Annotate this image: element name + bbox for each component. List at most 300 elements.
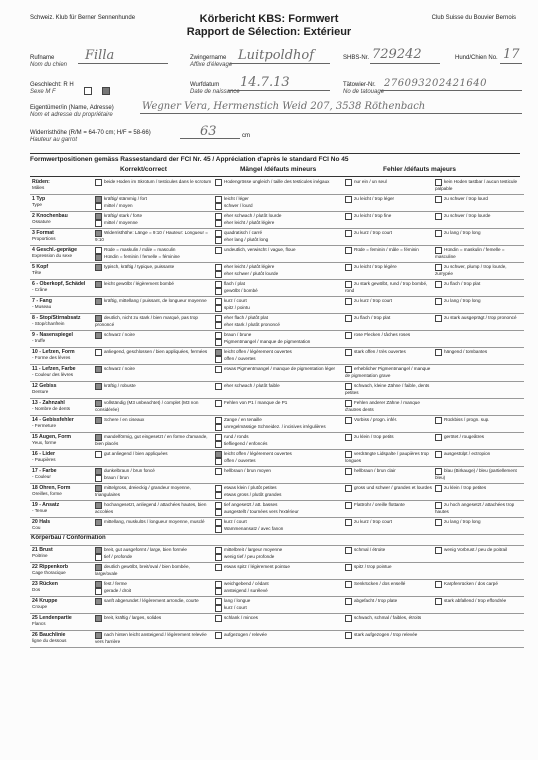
cell-c1: [94, 314, 214, 331]
checkbox[interactable]: [345, 564, 352, 571]
checkbox[interactable]: [215, 526, 222, 533]
checkbox[interactable]: [345, 281, 352, 288]
checkbox[interactable]: [215, 305, 222, 312]
row-title: 23 Rücken: [32, 581, 58, 587]
option-text: schlank / minces: [224, 615, 258, 620]
checkbox[interactable]: [95, 451, 102, 458]
checkbox[interactable]: [215, 339, 222, 346]
section-title: Formwertpositionen gemäss Rassestandard der FCI Nr. 45 / Appréciation d'après le standard FCI No 45: [30, 156, 349, 163]
checkbox[interactable]: [215, 519, 222, 526]
checkbox[interactable]: [435, 213, 442, 220]
option-text: breit, kräftig / larges, solides: [104, 615, 162, 620]
cell-c3: [344, 314, 434, 331]
checkbox[interactable]: [95, 254, 102, 261]
checkbox[interactable]: [345, 547, 352, 554]
checkbox[interactable]: [345, 598, 352, 605]
cell-c1: [94, 501, 214, 518]
zwingername-value[interactable]: Luitpoldhof: [238, 48, 315, 63]
checkbox[interactable]: [435, 519, 442, 526]
option-text: breit, gut ausgeformt / large, bien formée: [104, 547, 187, 552]
option-text: nur ein / un seul: [354, 179, 387, 184]
checkbox[interactable]: [215, 400, 222, 407]
cell-c3: [344, 467, 434, 484]
cell-c2: [214, 178, 344, 195]
cell-c3: [344, 450, 434, 467]
checkbox[interactable]: [215, 547, 222, 554]
checkbox[interactable]: [435, 247, 442, 254]
row-title: 12 Gebiss: [32, 383, 57, 389]
table-row: [30, 348, 524, 365]
checkbox[interactable]: [215, 588, 222, 595]
cell-c3: [344, 501, 434, 518]
checkbox[interactable]: [215, 502, 222, 509]
option-text: deutlich gewölbt, breit/oval / bien bombée, large/ovale: [95, 564, 190, 576]
checkbox[interactable]: [95, 203, 102, 210]
taetowier-value[interactable]: 276093202421640: [384, 78, 487, 89]
checkbox[interactable]: [95, 213, 102, 220]
checkbox[interactable]: [345, 485, 352, 492]
shbs-value[interactable]: 729242: [372, 47, 422, 62]
checkbox[interactable]: [95, 598, 102, 605]
checkbox[interactable]: [215, 492, 222, 499]
checkbox[interactable]: [435, 547, 442, 554]
cell-c4: [434, 563, 524, 580]
checkbox[interactable]: [95, 298, 102, 305]
checkbox[interactable]: [215, 213, 222, 220]
cell-c3: [344, 382, 434, 399]
cell-c4: [434, 614, 524, 631]
checkbox[interactable]: [345, 196, 352, 203]
row-title: 7 - Fang: [32, 298, 52, 304]
row-label: [30, 297, 94, 314]
hund-line: [500, 63, 522, 64]
checkbox[interactable]: [435, 281, 442, 288]
cell-c1: [94, 280, 214, 297]
checkbox[interactable]: [345, 615, 352, 622]
checkbox[interactable]: [215, 288, 222, 295]
cell-c1: [94, 382, 214, 399]
option-text: etwas Pigmentmangel / manque de pigmentation léger: [224, 366, 336, 371]
checkbox[interactable]: [345, 451, 352, 458]
option-text: Schere / en ciseaux: [104, 417, 145, 422]
row-subtitle: Croupe: [32, 604, 48, 610]
table-row: [30, 597, 524, 614]
table-row: [30, 280, 524, 297]
row-title: 21 Brust: [32, 547, 53, 553]
checkbox[interactable]: [95, 230, 102, 237]
checkbox[interactable]: [435, 179, 442, 186]
checkbox[interactable]: [95, 281, 102, 288]
checkbox[interactable]: [215, 424, 222, 431]
checkbox[interactable]: [345, 468, 352, 475]
option-text: weichgebend / cédant: [224, 581, 269, 586]
row-subtitle: Flancs: [32, 621, 46, 627]
option-text: leicht gewölbt / légèrement bombé: [104, 281, 174, 286]
wurfdatum-value[interactable]: 14.7.13: [240, 75, 290, 90]
row-label: [30, 467, 94, 484]
option-text: undeutlich, verwischt / vague, floue: [224, 247, 296, 252]
checkbox[interactable]: [95, 220, 102, 227]
row-label: [30, 580, 94, 597]
cell-c3: [344, 433, 434, 450]
checkbox[interactable]: [345, 213, 352, 220]
option-text: zu leicht / trop fine: [354, 213, 392, 218]
checkbox[interactable]: [215, 220, 222, 227]
option-text: mittellang, muskulös / longueur moyenne, musclé: [104, 519, 205, 524]
checkbox[interactable]: [215, 451, 222, 458]
option-text: hellbraun / brun moyen: [224, 468, 271, 473]
checkbox[interactable]: [215, 237, 222, 244]
checkbox[interactable]: [95, 502, 102, 509]
checkbox[interactable]: [215, 509, 222, 516]
sex-female-checkbox[interactable]: [102, 87, 110, 95]
row-label: [30, 518, 94, 535]
checkbox[interactable]: [95, 434, 102, 441]
checkbox[interactable]: [215, 554, 222, 561]
cell-c4: [434, 195, 524, 212]
cell-c2: [214, 399, 344, 416]
option-text: zu lang / trop long: [444, 519, 481, 524]
option-text: flach / plat: [224, 281, 245, 286]
option-text: typisch, kräftig / typique, puissante: [104, 264, 175, 269]
cell-c3: [344, 614, 434, 631]
cell-c4: [434, 399, 524, 416]
table-row: [30, 546, 524, 563]
sex-male-checkbox[interactable]: [84, 87, 92, 95]
checkbox[interactable]: [215, 598, 222, 605]
row-subtitle: - Nombre de dents: [32, 406, 71, 412]
checkbox[interactable]: [215, 203, 222, 210]
checkbox[interactable]: [215, 332, 222, 339]
table-row: [30, 365, 524, 382]
checkbox[interactable]: [95, 349, 102, 356]
row-subtitle: - Fermeture: [32, 423, 56, 429]
row-subtitle: - Tenue: [32, 508, 48, 514]
checkbox[interactable]: [215, 632, 222, 639]
row-label: [30, 382, 94, 399]
table-row: [30, 246, 524, 263]
option-text: kurz / court: [224, 298, 247, 303]
option-text: kein Hoden tastbar / aucun testicule palpable: [435, 179, 518, 191]
checkbox[interactable]: [215, 281, 222, 288]
cell-c4: [434, 546, 524, 563]
hund-value[interactable]: 17: [503, 47, 520, 62]
cell-c4: [434, 314, 524, 331]
option-text: kräftig/ stämmig / fort: [104, 196, 147, 201]
checkbox[interactable]: [435, 196, 442, 203]
cell-c2: [214, 195, 344, 212]
cell-c1: [94, 263, 214, 280]
checkbox[interactable]: [345, 247, 352, 254]
row-label: [30, 631, 94, 648]
checkbox[interactable]: [95, 485, 102, 492]
cell-c1: [94, 229, 214, 246]
option-text: eher schwach / plutôt lourde: [224, 213, 282, 218]
checkbox[interactable]: [435, 502, 442, 509]
row-subtitle: Yeux, forme: [32, 440, 57, 446]
cell-c1: [94, 467, 214, 484]
checkbox[interactable]: [215, 349, 222, 356]
table-row: [30, 212, 524, 229]
section-row: [30, 535, 524, 546]
option-text: leicht offen / légèrement ouvertes: [224, 349, 292, 354]
checkbox[interactable]: [435, 349, 442, 356]
checkbox[interactable]: [215, 485, 222, 492]
option-text: zu kurz / trop court: [354, 230, 393, 235]
row-title: 20 Hals: [32, 519, 51, 525]
option-text: tiefliegend / enfoncés: [224, 441, 268, 446]
cell-c3: [344, 416, 434, 433]
cell-c3: [344, 597, 434, 614]
checkbox[interactable]: [215, 315, 222, 322]
option-text: offen / ouvertes: [224, 458, 256, 463]
option-text: vollständig (M3 unbeachtet) / complet (M3 non considérée): [95, 400, 199, 412]
checkbox[interactable]: [345, 434, 352, 441]
section-rule-top: [30, 153, 520, 154]
checkbox[interactable]: [215, 298, 222, 305]
checkbox[interactable]: [95, 179, 102, 186]
checkbox[interactable]: [215, 264, 222, 271]
checkbox[interactable]: [435, 264, 442, 271]
checkbox[interactable]: [95, 519, 102, 526]
checkbox[interactable]: [215, 417, 222, 424]
cell-c1: [94, 331, 214, 348]
checkbox[interactable]: [215, 271, 222, 278]
option-text: Hündin = feminin / femelle = féminine: [104, 254, 180, 259]
checkbox[interactable]: [215, 434, 222, 441]
option-text: stark aufgezogen / trop relevée: [354, 632, 418, 637]
checkbox[interactable]: [95, 247, 102, 254]
row-subtitle: - truffe: [32, 338, 46, 344]
checkbox[interactable]: [215, 441, 222, 448]
checkbox[interactable]: [215, 230, 222, 237]
option-text: deutlich, nicht zu stark / bien marqué, pas trop prononcé: [95, 315, 198, 327]
eigentuemer-value[interactable]: Wegner Vera, Hermenstich Weid 207, 3538 Röthenbach: [142, 101, 426, 112]
table-row: [30, 614, 524, 631]
table-row: [30, 450, 524, 467]
cell-c2: [214, 433, 344, 450]
checkbox[interactable]: [95, 366, 102, 373]
checkbox[interactable]: [95, 554, 102, 561]
checkbox[interactable]: [435, 451, 442, 458]
checkbox[interactable]: [215, 247, 222, 254]
table-row: [30, 178, 524, 195]
checkbox[interactable]: [435, 417, 442, 424]
checkbox[interactable]: [345, 400, 352, 407]
checkbox[interactable]: [215, 383, 222, 390]
cell-c4: [434, 331, 524, 348]
table-row: [30, 563, 524, 580]
option-text: Fehlen anderer Zähne / manque d'autres dents: [345, 400, 420, 412]
option-text: Pigmentmangel / manque de pigmentation: [224, 339, 311, 344]
checkbox[interactable]: [95, 615, 102, 622]
row-subtitle: Proportions: [32, 236, 56, 242]
checkbox[interactable]: [345, 383, 352, 390]
checkbox[interactable]: [435, 468, 442, 475]
checkbox[interactable]: [215, 468, 222, 475]
row-label: [30, 614, 94, 631]
checkbox[interactable]: [215, 615, 222, 622]
option-text: anliegend, geschlossen / bien appliquées, fermées: [104, 349, 208, 354]
checkbox[interactable]: [345, 315, 352, 322]
option-text: zu leicht / trop léger: [354, 196, 395, 201]
checkbox[interactable]: [95, 332, 102, 339]
rufname-value[interactable]: Filla: [85, 48, 115, 63]
checkbox[interactable]: [215, 564, 222, 571]
checkbox[interactable]: [345, 349, 352, 356]
cell-c4: [434, 450, 524, 467]
cell-c2: [214, 614, 344, 631]
option-text: spitz / trop pointue: [354, 564, 392, 569]
checkbox[interactable]: [215, 179, 222, 186]
club-name-fr: Club Suisse du Bouvier Bernois: [431, 15, 516, 21]
table-row: [30, 382, 524, 399]
checkbox[interactable]: [95, 581, 102, 588]
checkbox[interactable]: [435, 485, 442, 492]
checkbox[interactable]: [435, 298, 442, 305]
row-title: 13 - Zahnzahl: [32, 400, 65, 406]
checkbox[interactable]: [215, 356, 222, 363]
checkbox[interactable]: [95, 632, 102, 639]
cell-c3: [344, 484, 434, 501]
row-label: [30, 433, 94, 450]
checkbox[interactable]: [215, 458, 222, 465]
row-label: [30, 348, 94, 365]
checkbox[interactable]: [95, 547, 102, 554]
row-subtitle: - Stop/chanfrein: [32, 321, 65, 327]
option-text: ansteigend / surélevé: [224, 588, 268, 593]
option-text: Hodengrösse ungleich / taille des testicules inégaux: [224, 179, 330, 184]
option-text: gerötet / rougeâtres: [444, 434, 485, 439]
table-row: [30, 467, 524, 484]
checkbox[interactable]: [345, 581, 352, 588]
row-subtitle: ligne du dessous: [32, 638, 67, 644]
checkbox[interactable]: [435, 581, 442, 588]
row-subtitle: Ossature: [32, 219, 51, 225]
cell-c1: [94, 597, 214, 614]
option-text: rund / ronds: [224, 434, 249, 439]
checkbox[interactable]: [345, 264, 352, 271]
cell-c3: [344, 348, 434, 365]
cell-c2: [214, 631, 344, 648]
row-subtitle: - Couleur des lèvres: [32, 372, 74, 378]
checkbox[interactable]: [95, 417, 102, 424]
option-text: eher schwer / plutôt lourde: [224, 271, 279, 276]
cell-c1: [94, 433, 214, 450]
row-title: 25 Lendenpartie: [32, 615, 72, 621]
checkbox[interactable]: [95, 315, 102, 322]
checkbox[interactable]: [215, 366, 222, 373]
checkbox[interactable]: [215, 322, 222, 329]
option-text: braun / brune: [224, 332, 252, 337]
checkbox[interactable]: [95, 400, 102, 407]
checkbox[interactable]: [215, 581, 222, 588]
checkbox[interactable]: [95, 468, 102, 475]
checkbox[interactable]: [345, 502, 352, 509]
checkbox[interactable]: [95, 196, 102, 203]
option-text: Wammenansatz / avec fanon: [224, 526, 284, 531]
row-title: 3 Format: [32, 230, 54, 236]
taetowier-line: [380, 90, 522, 91]
checkbox[interactable]: [345, 366, 352, 373]
option-text: zu lang / trop long: [444, 230, 481, 235]
cell-c2: [214, 365, 344, 382]
checkbox[interactable]: [95, 383, 102, 390]
checkbox[interactable]: [95, 564, 102, 571]
checkbox[interactable]: [435, 434, 442, 441]
option-text: kurz / court: [224, 519, 247, 524]
checkbox[interactable]: [345, 332, 352, 339]
section-rule-bottom: [30, 176, 520, 177]
checkbox[interactable]: [95, 588, 102, 595]
cell-c3: [344, 246, 434, 263]
cell-c4: [434, 382, 524, 399]
body-section-title: Körperbau / Conformation: [30, 535, 524, 546]
option-text: zu kurz / trop court: [354, 519, 393, 524]
option-text: abgefacht / trop plate: [354, 598, 398, 603]
widerrist-label: Widerristhöhe (R/M = 64-70 cm; H/F = 58-66) Hauteur au garrot: [30, 130, 151, 143]
cell-c1: [94, 450, 214, 467]
cell-c4: [434, 365, 524, 382]
cell-c3: [344, 518, 434, 535]
option-text: tief angesetzt / att. basses: [224, 502, 278, 507]
table-row: [30, 580, 524, 597]
checkbox[interactable]: [435, 315, 442, 322]
cell-c4: [434, 263, 524, 280]
cell-c3: [344, 365, 434, 382]
cell-c2: [214, 331, 344, 348]
row-title: 22 Rippenkorb: [32, 564, 69, 570]
cell-c2: [214, 501, 344, 518]
table-row: [30, 484, 524, 501]
checkbox[interactable]: [215, 196, 222, 203]
checkbox[interactable]: [95, 475, 102, 482]
checkbox[interactable]: [345, 179, 352, 186]
table-row: [30, 501, 524, 518]
row-subtitle: Tête: [32, 270, 42, 276]
checkbox[interactable]: [435, 598, 442, 605]
option-text: Zange / en tenaille: [224, 417, 262, 422]
checkbox[interactable]: [215, 605, 222, 612]
checkbox[interactable]: [435, 230, 442, 237]
checkbox[interactable]: [345, 417, 352, 424]
checkbox[interactable]: [345, 298, 352, 305]
row-title: 8 - Stop/Stirnabsatz: [32, 315, 81, 321]
shbs-label: SHBS-Nr.: [343, 55, 370, 61]
option-text: fest / ferme: [104, 581, 127, 586]
row-title: 1 Typ: [32, 196, 46, 202]
cell-c2: [214, 580, 344, 597]
checkbox[interactable]: [345, 519, 352, 526]
cell-c2: [214, 246, 344, 263]
cell-c2: [214, 314, 344, 331]
option-text: gewölbt / bombé: [224, 288, 258, 293]
option-text: dunkelbraun / brun foncé: [104, 468, 155, 473]
option-text: etwas klein / plutôt petites: [224, 485, 277, 490]
cell-c2: [214, 280, 344, 297]
cell-c4: [434, 416, 524, 433]
checkbox[interactable]: [345, 230, 352, 237]
option-text: eher stark / plutôt prononcé: [224, 322, 280, 327]
widerrist-value[interactable]: 63: [200, 124, 217, 139]
checkbox[interactable]: [95, 264, 102, 271]
evaluation-table: [30, 178, 524, 648]
row-label: [30, 195, 94, 212]
option-text: rose Flecken / tâches roses: [354, 332, 411, 337]
cell-c3: [344, 280, 434, 297]
table-row: [30, 433, 524, 450]
checkbox[interactable]: [345, 632, 352, 639]
